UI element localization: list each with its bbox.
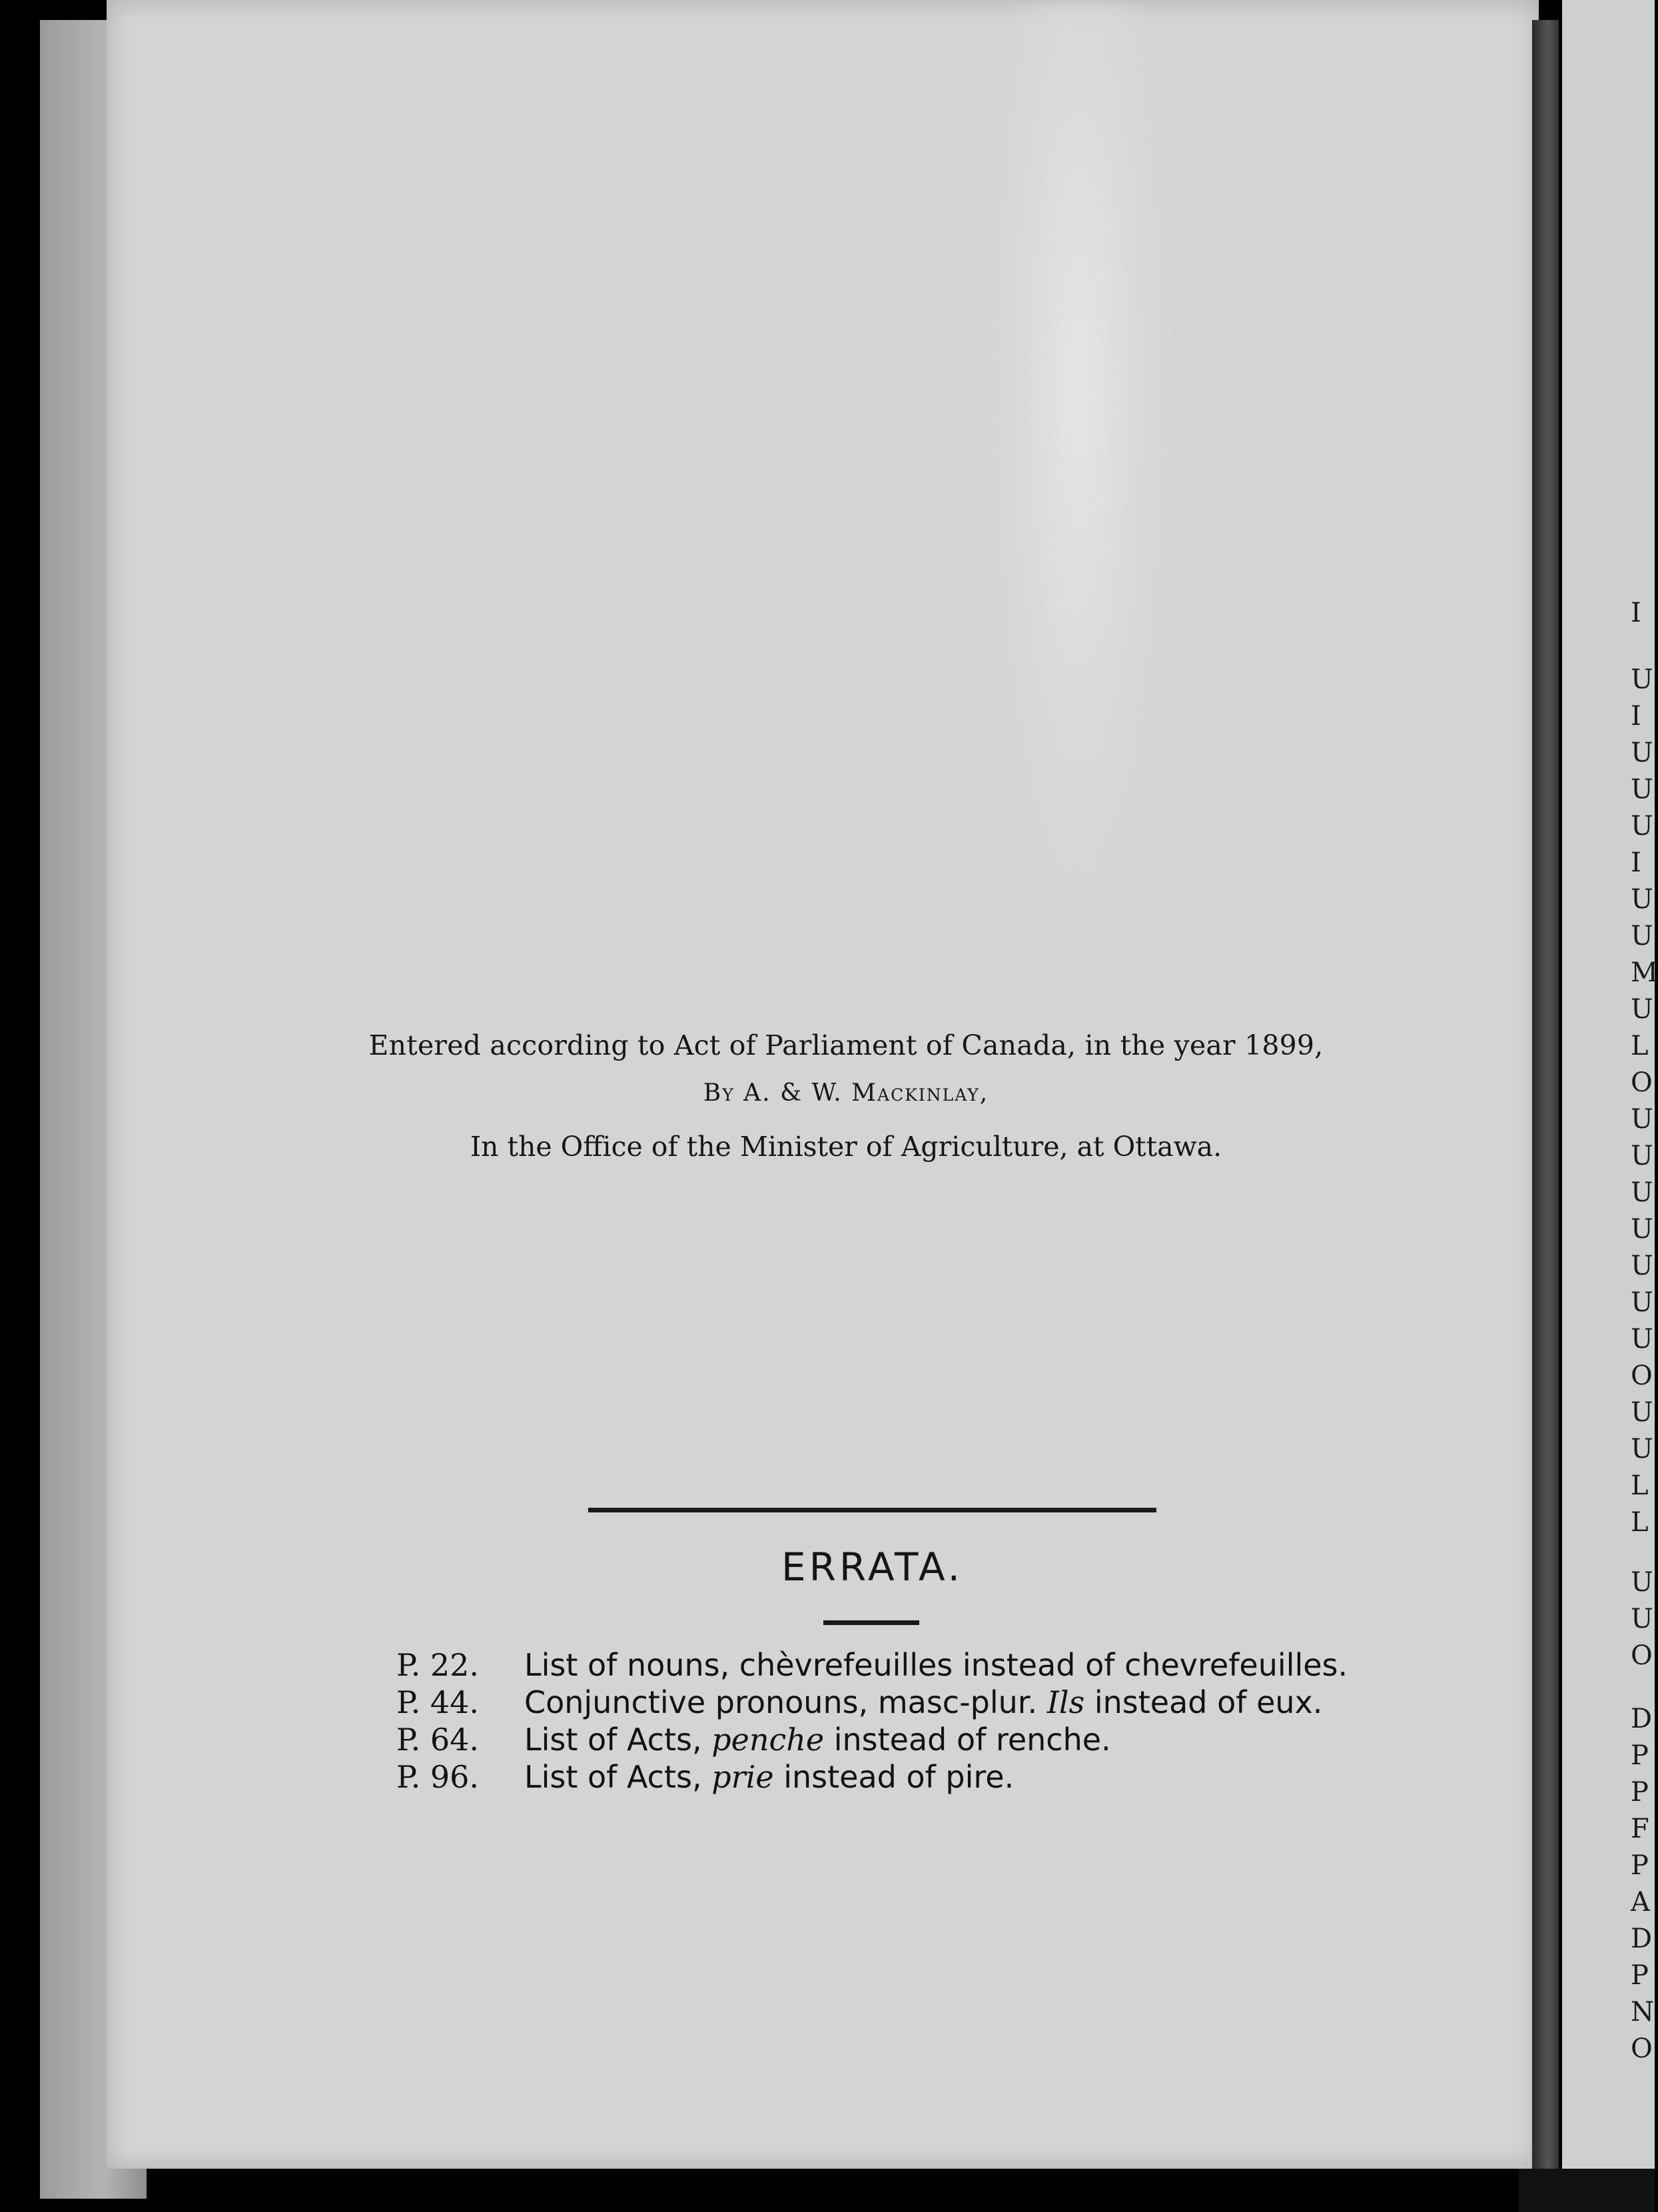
edge-letter: L — [1631, 1507, 1649, 1538]
edge-letter: P — [1631, 1777, 1649, 1808]
errata-page-ref: P. 96. — [396, 1759, 480, 1795]
edge-letter: U — [1631, 811, 1653, 841]
errata-correction: List of Acts, prie instead of pire. — [524, 1759, 1015, 1795]
adjacent-page-shadow — [1519, 2169, 1655, 2212]
edge-letter: U — [1631, 1604, 1653, 1634]
edge-letter: P — [1631, 1740, 1649, 1771]
edge-letter: A — [1631, 1887, 1650, 1918]
edge-letter: U — [1631, 1567, 1653, 1598]
edge-letter: U — [1631, 1141, 1653, 1171]
edge-letter: L — [1631, 1031, 1649, 1061]
errata-page-ref: P. 22. — [396, 1647, 480, 1683]
edge-letter: U — [1631, 1214, 1653, 1245]
edge-letter: P — [1631, 1960, 1649, 1991]
copyright-line-3: In the Office of the Minister of Agriculture, at Ottawa. — [470, 1131, 1222, 1163]
errata-title-underline — [823, 1620, 919, 1625]
errata-top-rule — [588, 1508, 1156, 1512]
edge-letter: O — [1631, 2033, 1653, 2064]
edge-letter: U — [1631, 1104, 1653, 1135]
edge-letter: D — [1631, 1704, 1653, 1734]
edge-letter: U — [1631, 1434, 1653, 1464]
edge-letter: U — [1631, 994, 1653, 1025]
edge-letter: I — [1631, 847, 1641, 878]
edge-letter: O — [1631, 1067, 1653, 1098]
edge-letter: U — [1631, 664, 1653, 695]
errata-correction: Conjunctive pronouns, masc-plur. Ils instead of eux. — [524, 1684, 1323, 1720]
edge-letter: N — [1631, 1997, 1654, 2027]
edge-letter: U — [1631, 774, 1653, 805]
edge-letter: U — [1631, 1397, 1653, 1428]
paper-stain — [979, 0, 1179, 973]
copyright-line-2: By A. & W. Mackinlay, — [703, 1079, 989, 1107]
errata-correction: List of Acts, penche instead of renche. — [524, 1722, 1111, 1758]
edge-letter: U — [1631, 1324, 1653, 1355]
edge-letter: U — [1631, 884, 1653, 915]
errata-page-ref: P. 44. — [396, 1684, 480, 1720]
edge-letter: D — [1631, 1924, 1653, 1954]
edge-letter: I — [1631, 701, 1641, 732]
edge-letter: U — [1631, 1287, 1653, 1318]
page-gutter-shadow — [1532, 20, 1559, 2195]
errata-page-ref: P. 64. — [396, 1722, 480, 1758]
copyright-line-1: Entered according to Act of Parliament of Canada, in the year 1899, — [368, 1029, 1324, 1061]
edge-letter: U — [1631, 1251, 1653, 1281]
errata-correction: List of nouns, chèvrefeuilles instead of chevrefeuilles. — [524, 1647, 1348, 1683]
errata-title: ERRATA. — [781, 1544, 964, 1590]
edge-letter: U — [1631, 1177, 1653, 1208]
edge-letter: U — [1631, 921, 1653, 951]
edge-letter: O — [1631, 1361, 1653, 1391]
edge-letter: I — [1631, 598, 1641, 628]
edge-letter: U — [1631, 738, 1653, 768]
edge-letter: L — [1631, 1470, 1649, 1501]
edge-letter: O — [1631, 1640, 1653, 1671]
edge-letter: P — [1631, 1850, 1649, 1881]
edge-letter: M — [1631, 957, 1658, 988]
edge-letter: F — [1631, 1814, 1649, 1844]
